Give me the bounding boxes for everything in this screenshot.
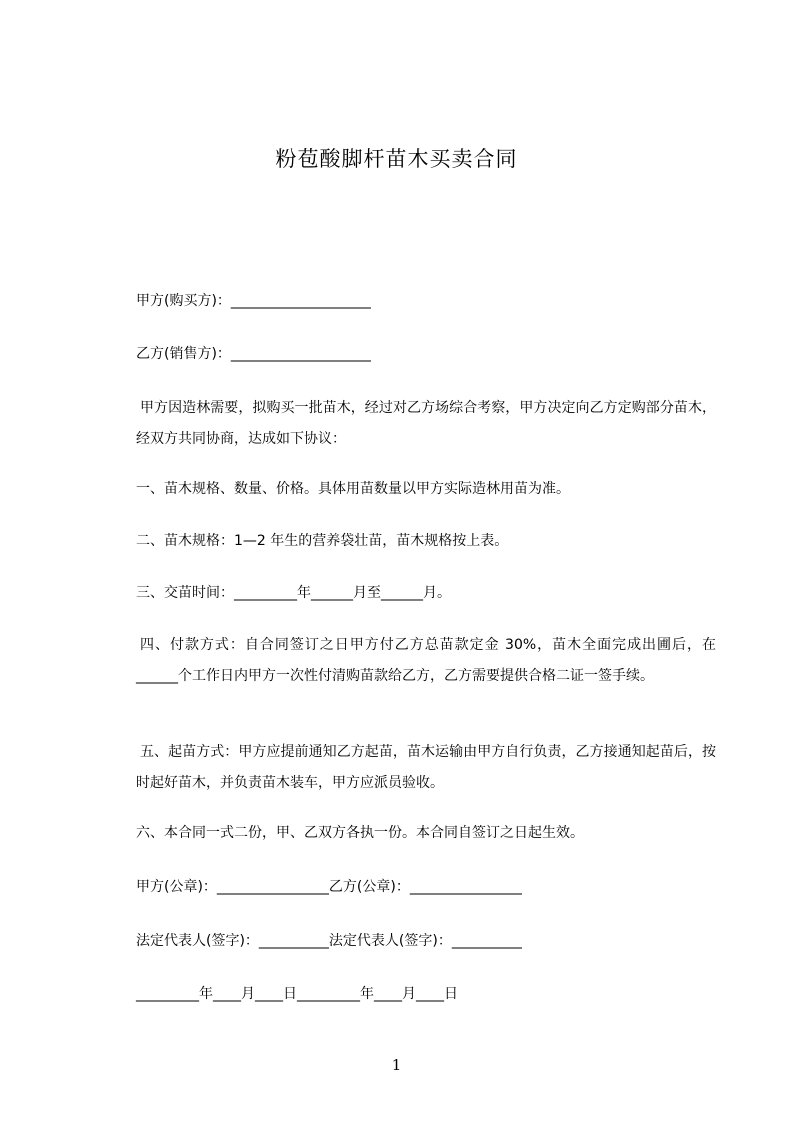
party-b-line: 乙方(销售方)：____________________ bbox=[136, 346, 371, 362]
clause-4: 四、付款方式：自合同签订之日甲方付乙方总苗款定金 30%，苗木全面完成出圃后，在______个工作日内甲方一次性付清购苗款给乙方，乙方需要提供合格二证一签手续。 bbox=[136, 637, 716, 684]
party-a-line: 甲方(购买方)：____________________ bbox=[136, 293, 371, 309]
date-line: _________年____月____日_________年____月____日 bbox=[136, 986, 458, 1002]
page-number: 1 bbox=[391, 1056, 402, 1074]
clause-3: 三、交苗时间：_________年______月至______月。 bbox=[136, 585, 451, 601]
document-title: 粉苞酸脚杆苗木买卖合同 bbox=[275, 147, 518, 171]
representative-signature-line: 法定代表人(签字)：__________法定代表人(签字)：__________ bbox=[136, 933, 522, 949]
clause-6: 六、本合同一式二份，甲、乙双方各执一份。本合同自签订之日起生效。 bbox=[136, 825, 584, 841]
clause-2: 二、苗木规格：1—2 年生的营养袋壮苗，苗木规格按上表。 bbox=[136, 533, 509, 549]
intro-paragraph: 甲方因造林需要，拟购买一批苗木，经过对乙方场综合考察，甲方决定向乙方定购部分苗木，经双方共同协商，达成如下协议： bbox=[136, 400, 716, 447]
seal-line: 甲方(公章)：________________乙方(公章)：________________ bbox=[136, 879, 522, 895]
clause-1: 一、苗木规格、数量、价格。具体用苗数量以甲方实际造林用苗为准。 bbox=[136, 481, 570, 497]
clause-5: 五、起苗方式：甲方应提前通知乙方起苗，苗木运输由甲方自行负责，乙方接通知起苗后，按时起好苗木，并负责苗木装车，甲方应派员验收。 bbox=[136, 744, 716, 791]
